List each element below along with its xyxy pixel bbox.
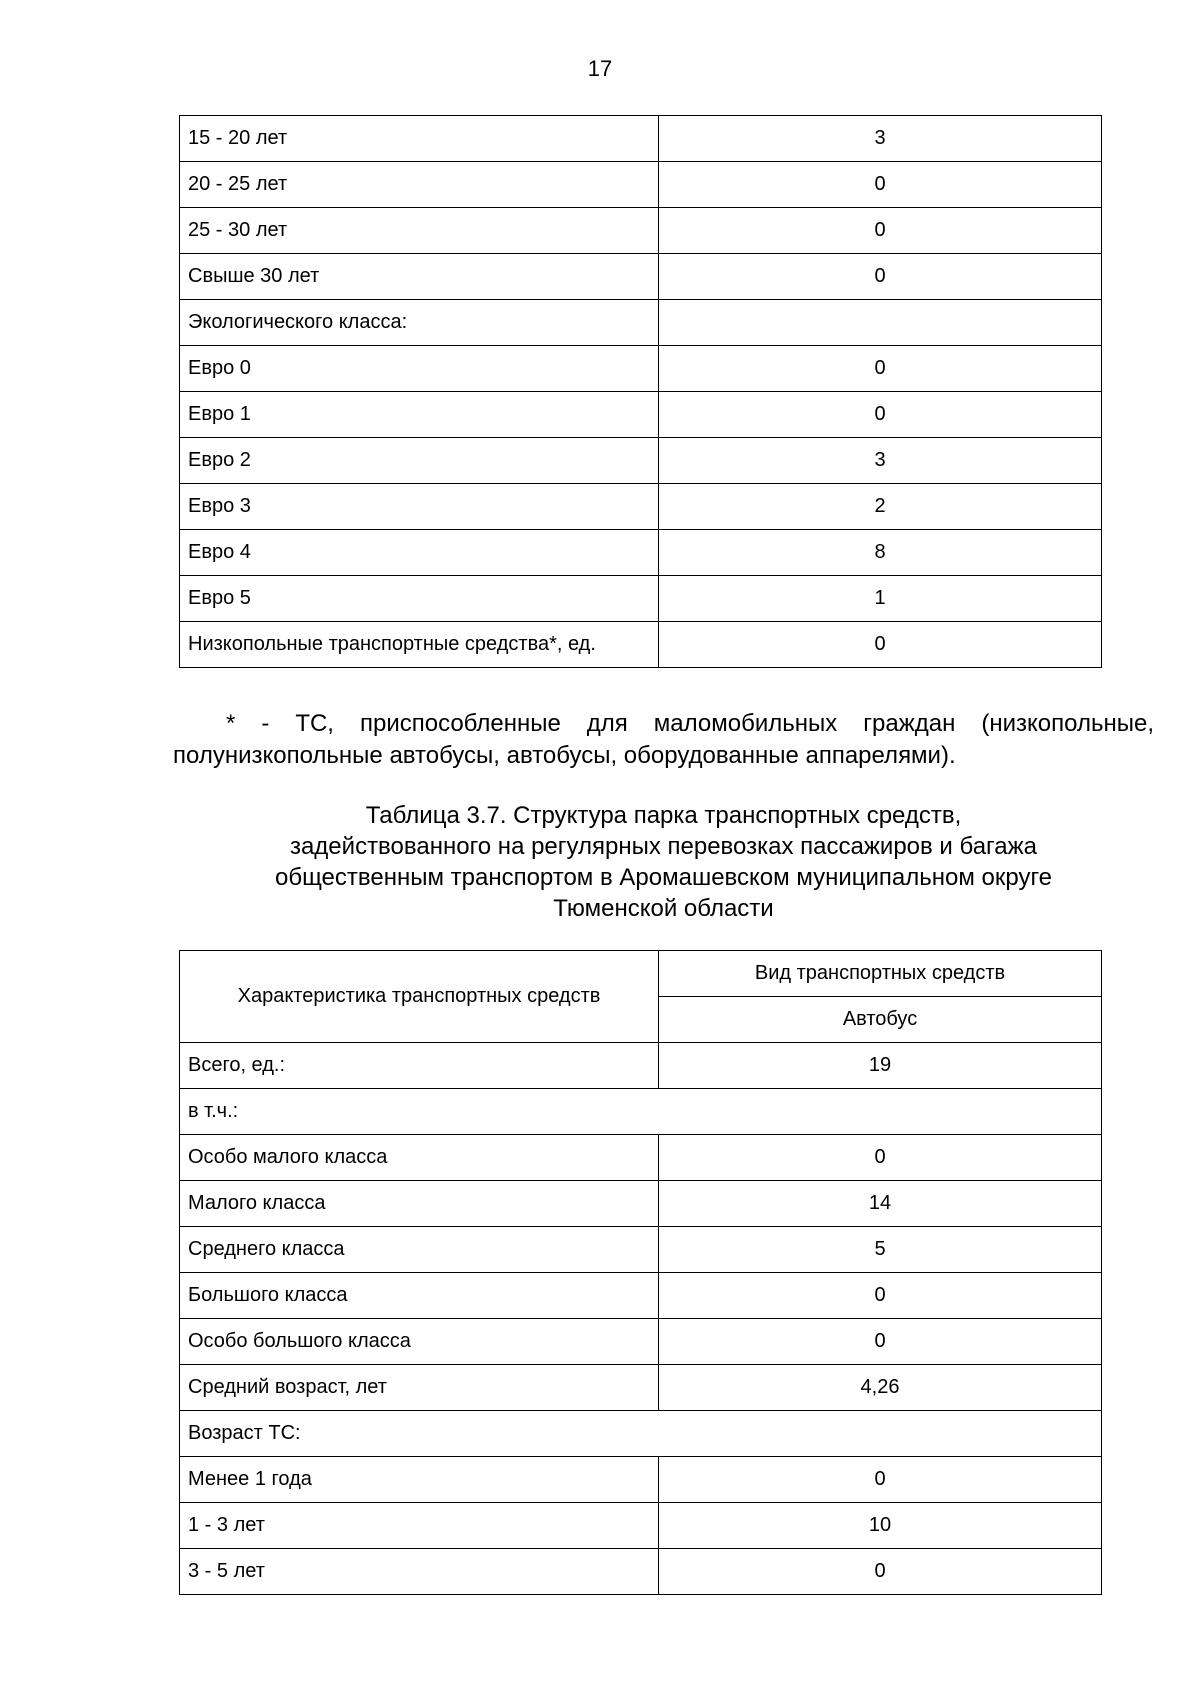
caption-line: Тюменской области [553, 895, 774, 922]
caption-line: задействованного на регулярных перевозках пассажиров и багажа [289, 833, 1038, 860]
row-value: 0 [659, 1549, 1102, 1595]
row-label: Менее 1 года [180, 1457, 659, 1503]
row-value: 3 [659, 116, 1102, 162]
table-row [180, 438, 1102, 484]
row-value: 0 [659, 1319, 1102, 1365]
row-label: Средний возраст, лет [180, 1365, 659, 1411]
vehicle-age-eco-table [179, 115, 1102, 668]
row-label: Всего, ед.: [180, 1043, 659, 1089]
table-row [180, 1319, 1102, 1365]
caption-line: Таблица 3.7. Структура парка транспортных средств, [365, 802, 962, 829]
row-label: Евро 1 [180, 392, 659, 438]
row-value: 2 [659, 484, 1102, 530]
table-row [180, 1135, 1102, 1181]
row-value: 0 [659, 1457, 1102, 1503]
header-characteristic: Характеристика транспортных средств [180, 951, 659, 1043]
row-value: 1 [659, 576, 1102, 622]
row-label: Особо малого класса [180, 1135, 659, 1181]
row-value: 8 [659, 530, 1102, 576]
row-value [659, 300, 1102, 346]
row-label: 1 - 3 лет [180, 1503, 659, 1549]
table-row [180, 162, 1102, 208]
row-label: Евро 2 [180, 438, 659, 484]
page-number: 17 [587, 56, 613, 81]
table-row [180, 576, 1102, 622]
row-label: Евро 4 [180, 530, 659, 576]
row-label: Низкопольные транспортные средства*, ед. [180, 622, 659, 668]
row-label: 25 - 30 лет [180, 208, 659, 254]
row-value: 19 [659, 1043, 1102, 1089]
table-row [180, 1365, 1102, 1411]
table-caption [173, 800, 1154, 924]
row-value: 0 [659, 254, 1102, 300]
header-vehicle-type: Вид транспортных средств [659, 951, 1102, 997]
table-row [180, 1273, 1102, 1319]
row-label: Евро 5 [180, 576, 659, 622]
table-row [180, 1411, 1102, 1457]
table-row [180, 1043, 1102, 1089]
table-row [180, 1089, 1102, 1135]
table-row [180, 392, 1102, 438]
table-row [180, 484, 1102, 530]
row-label: Евро 0 [180, 346, 659, 392]
row-value: 0 [659, 162, 1102, 208]
row-value: 0 [659, 346, 1102, 392]
row-value: 0 [659, 392, 1102, 438]
row-label: Свыше 30 лет [180, 254, 659, 300]
row-label: 15 - 20 лет [180, 116, 659, 162]
row-value: 0 [659, 208, 1102, 254]
table-row [180, 530, 1102, 576]
row-value: 0 [659, 1135, 1102, 1181]
row-label: 20 - 25 лет [180, 162, 659, 208]
fleet-structure-table [179, 950, 1102, 1595]
caption-line: общественным транспортом в Аромашевском муниципальном округе [274, 864, 1053, 891]
table-row [180, 622, 1102, 668]
row-label: в т.ч.: [180, 1089, 1102, 1135]
row-label: Экологического класса: [180, 300, 659, 346]
table-row [180, 208, 1102, 254]
row-value: 10 [659, 1503, 1102, 1549]
table-row [180, 116, 1102, 162]
table-row [180, 1181, 1102, 1227]
table-row [180, 1227, 1102, 1273]
row-label: Возраст ТС: [180, 1411, 1102, 1457]
table-row [180, 300, 1102, 346]
table-row [180, 1503, 1102, 1549]
header-bus: Автобус [659, 997, 1102, 1043]
row-value: 0 [659, 1273, 1102, 1319]
table-row [180, 254, 1102, 300]
table-row [180, 1457, 1102, 1503]
table-row [180, 346, 1102, 392]
row-label: Малого класса [180, 1181, 659, 1227]
table-row [180, 1549, 1102, 1595]
row-value: 4,26 [659, 1365, 1102, 1411]
row-value: 0 [659, 622, 1102, 668]
row-value: 14 [659, 1181, 1102, 1227]
row-label: Большого класса [180, 1273, 659, 1319]
row-label: Среднего класса [180, 1227, 659, 1273]
row-label: Евро 3 [180, 484, 659, 530]
row-value: 5 [659, 1227, 1102, 1273]
row-label: 3 - 5 лет [180, 1549, 659, 1595]
footnote: * - ТС, приспособленные для маломобильных граждан (низкопольные, полунизкопольные автобусы, автобусы, оборудованные аппарелями). [173, 710, 1154, 769]
table-header-row [180, 951, 1102, 997]
row-value: 3 [659, 438, 1102, 484]
row-label: Особо большого класса [180, 1319, 659, 1365]
